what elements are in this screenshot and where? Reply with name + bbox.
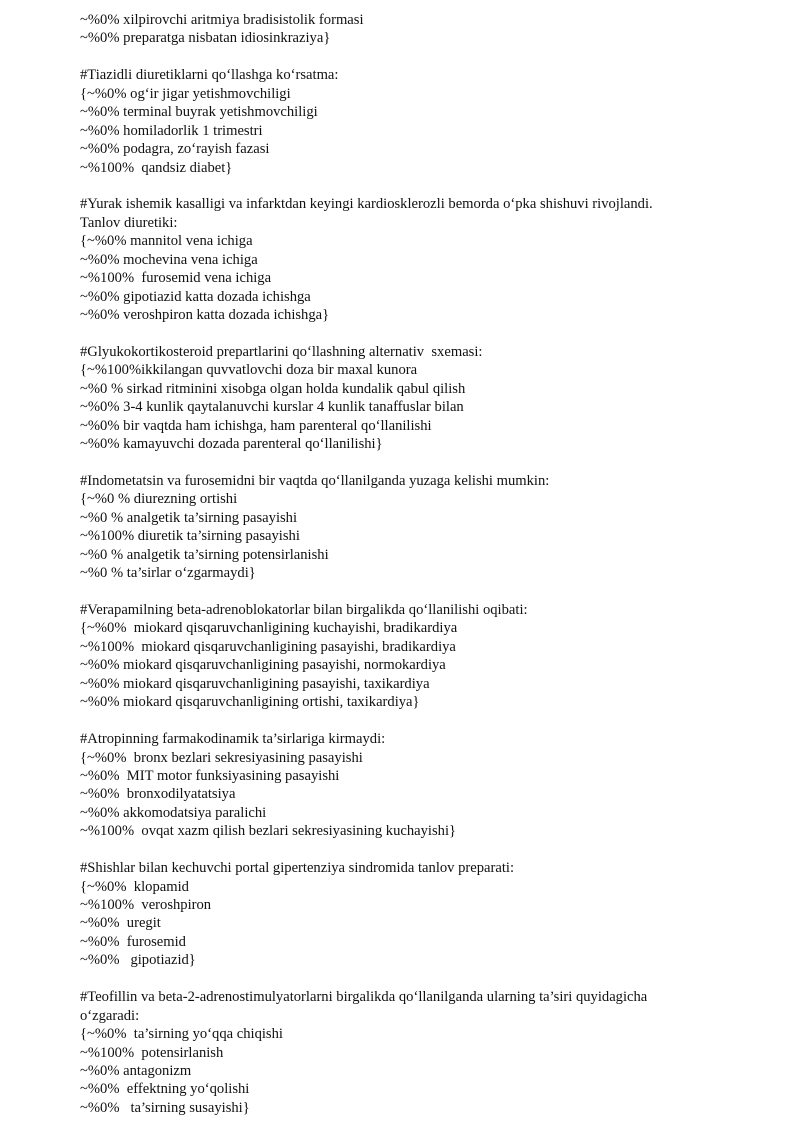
answer-option-line: ~%100% diuretik ta’sirning pasayishi	[80, 528, 300, 545]
blank-line	[80, 177, 740, 195]
answer-option-line: ~%100% ovqat xazm qilish bezlari sekresiyasining kuchayishi}	[80, 823, 457, 840]
answer-option-line: ~%100% furosemid vena ichiga	[80, 270, 272, 287]
answer-option-line: {~%0% og‘ir jigar yetishmovchiligi	[80, 85, 291, 102]
answer-option-line: ~%0% bronxodilyatatsiya	[80, 786, 236, 803]
answer-option-line: ~%0 % analgetik ta’sirning pasayishi	[80, 509, 298, 526]
answer-option-line: ~%0% miokard qisqaruvchanligining ortishi, taxikardiya}	[80, 694, 420, 711]
question-line: #Atropinning farmakodinamik ta’sirlariga kirmaydi:	[80, 731, 386, 748]
answer-option-line: ~%100% miokard qisqaruvchanligining pasayishi, bradikardiya	[80, 638, 456, 655]
answer-option-line: ~%0% miokard qisqaruvchanligining pasayishi, normokardiya	[80, 657, 446, 674]
answer-option-line: ~%0% uregit	[80, 915, 161, 932]
answer-option-line: ~%0 % analgetik ta’sirning potensirlanishi	[80, 546, 329, 563]
answer-option-line: ~%0% furosemid	[80, 933, 186, 950]
question-line: #Yurak ishemik kasalligi va infarktdan keyingi kardiosklerozli bemorda o‘pka shishuvi rivojlandi.	[80, 196, 653, 213]
answer-option-line: {~%0 % diurezning ortishi	[80, 491, 238, 508]
answer-option-line: {~%0% miokard qisqaruvchanligining kuchayishi, bradikardiya	[80, 620, 458, 637]
blank-line	[80, 454, 740, 472]
answer-option-line: ~%0% gipotiazid}	[80, 952, 196, 969]
answer-option-line: ~%0% homiladorlik 1 trimestri	[80, 122, 263, 139]
document-text	[80, 11, 740, 1117]
answer-option-line: ~%0% kamayuvchi dozada parenteral qo‘llanilishi}	[80, 436, 383, 453]
answer-option-line: ~%0% akkomodatsiya paralichi	[80, 804, 267, 821]
question-line: #Verapamilning beta-adrenoblokatorlar bilan birgalikda qo‘llanilishi oqibati:	[80, 602, 528, 618]
answer-option-line: ~%0% xilpirovchi aritmiya bradisistolik formasi	[80, 12, 364, 28]
answer-option-line: ~%100% potensirlanish	[80, 1044, 224, 1061]
blank-line	[80, 48, 740, 66]
answer-option-line: ~%0% veroshpiron katta dozada ichishga}	[80, 307, 330, 323]
question-line: #Glyukokortikosteroid prepartlarini qo‘llashning alternativ sxemasi:	[80, 343, 483, 360]
blank-line	[80, 324, 740, 342]
question-line: #Tiazidli diuretiklarni qo‘llashga ko‘rsatma:	[80, 67, 339, 84]
text-line: o‘zgaradi:	[80, 1007, 140, 1024]
question-line: #Indometatsin va furosemidni bir vaqtda qo‘llanilganda yuzaga kelishi mumkin:	[80, 472, 550, 489]
answer-option-line: ~%0% ta’sirning susayishi}	[80, 1099, 250, 1116]
blank-line	[80, 712, 740, 730]
text-line: Tanlov diuretiki:	[80, 214, 178, 231]
answer-option-line: ~%0% terminal buyrak yetishmovchiligi	[80, 104, 318, 121]
question-line: #Shishlar bilan kechuvchi portal gipertenziya sindromida tanlov preparati:	[80, 860, 515, 877]
answer-option-line: ~%0% podagra, zo‘rayish fazasi	[80, 141, 270, 158]
answer-option-line: {~%0% mannitol vena ichiga	[80, 233, 253, 250]
blank-line	[80, 841, 740, 859]
answer-option-line: ~%100% qandsiz diabet}	[80, 159, 233, 176]
question-line: #Teofillin va beta-2-adrenostimulyatorlarni birgalikda qo‘llanilganda ularning ta’siri quyidagicha	[80, 989, 648, 1006]
answer-option-line: ~%100% veroshpiron	[80, 897, 212, 913]
blank-line	[80, 583, 740, 601]
answer-option-line: {~%100%ikkilangan quvvatlovchi doza bir maxal kunora	[80, 362, 418, 379]
answer-option-line: ~%0 % ta’sirlar o‘zgarmaydi}	[80, 565, 256, 582]
answer-option-line: ~%0% MIT motor funksiyasining pasayishi	[80, 767, 340, 784]
answer-option-line: {~%0% ta’sirning yo‘qqa chiqishi	[80, 1026, 283, 1043]
answer-option-line: ~%0% bir vaqtda ham ichishga, ham parenteral qo‘llanilishi	[80, 417, 432, 434]
answer-option-line: {~%0% bronx bezlari sekresiyasining pasayishi	[80, 749, 363, 766]
answer-option-line: ~%0% antagonizm	[80, 1062, 192, 1079]
answer-option-line: ~%0% mochevina vena ichiga	[80, 251, 258, 268]
answer-option-line: ~%0% preparatga nisbatan idiosinkraziya}	[80, 30, 331, 47]
answer-option-line: ~%0% effektning yo‘qolishi	[80, 1081, 250, 1098]
answer-option-line: ~%0% 3-4 kunlik qaytalanuvchi kurslar 4 kunlik tanaffuslar bilan	[80, 399, 464, 416]
blank-line	[80, 970, 740, 988]
answer-option-line: ~%0 % sirkad ritminini xisobga olgan holda kundalik qabul qilish	[80, 380, 466, 397]
answer-option-line: ~%0% gipotiazid katta dozada ichishga	[80, 288, 311, 305]
answer-option-line: {~%0% klopamid	[80, 878, 189, 895]
answer-option-line: ~%0% miokard qisqaruvchanligining pasayishi, taxikardiya	[80, 675, 430, 692]
